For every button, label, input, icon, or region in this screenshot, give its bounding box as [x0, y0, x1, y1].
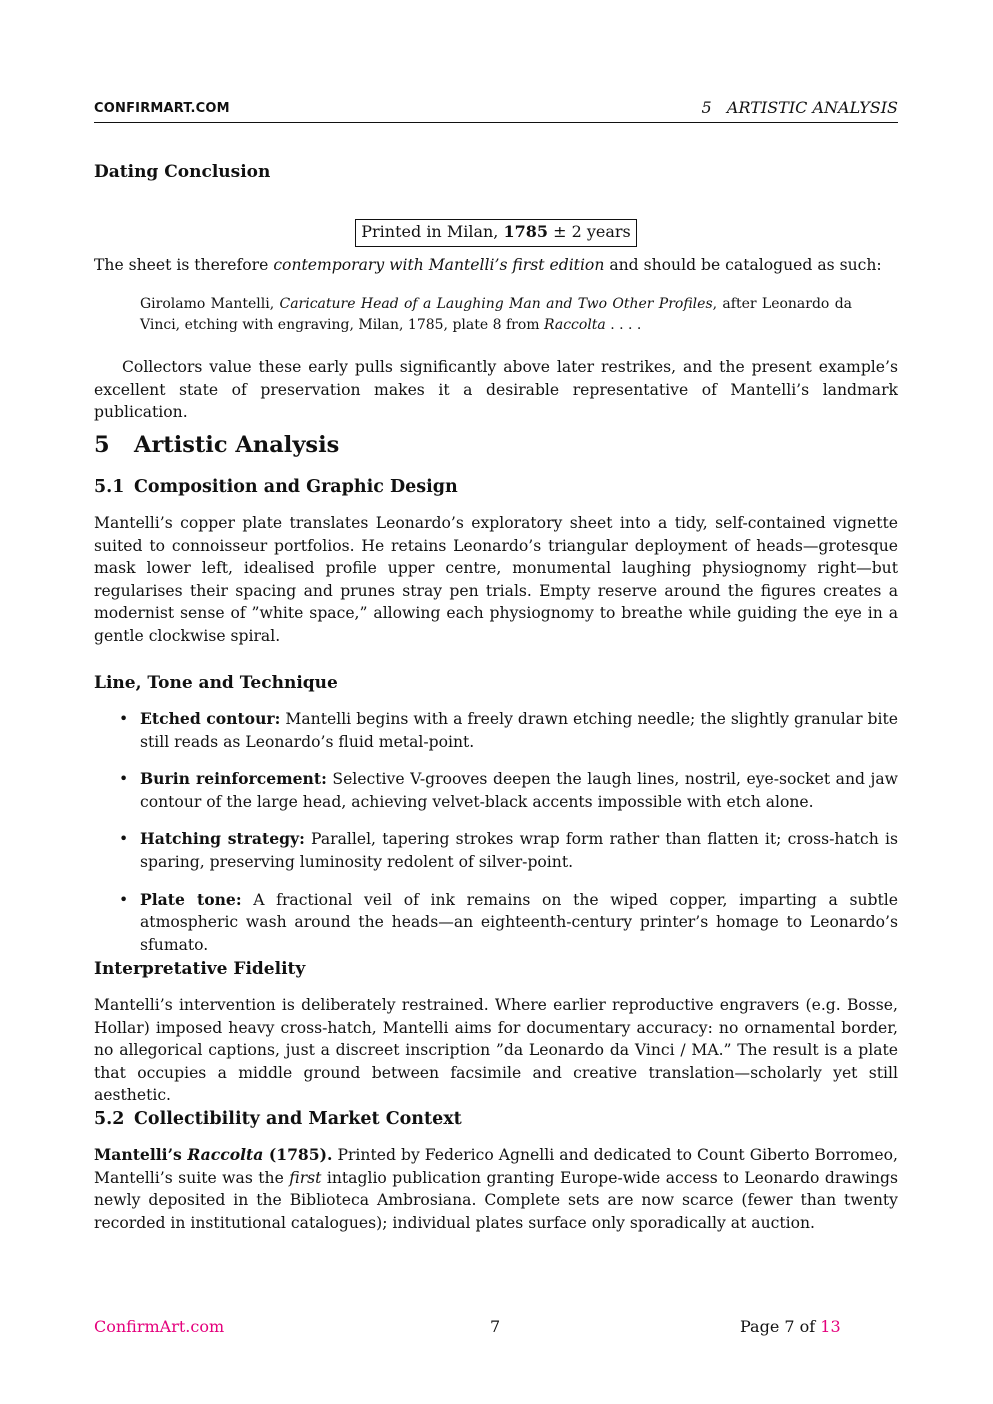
- raccolta-paragraph-block: [94, 1144, 898, 1234]
- section-5-2-heading-block: [94, 1109, 898, 1129]
- raccolta-paragraph: Mantelli’s Raccolta (1785). Printed by Federico Agnelli and dedicated to Count Giberto Borromeo, Mantelli’s suite was the first intaglio publication granting Europe-wide access to Leonardo drawings newly deposited in the Biblioteca Ambrosiana. Complete sets are now scarce (fewer than twenty recorded in institutional catalogues); individual plates surface only sporadically at auction.: [94, 1145, 898, 1232]
- section-5-heading: 5 Artistic Analysis: [94, 432, 340, 458]
- catalogue-citation: Girolamo Mantelli, Caricature Head of a Laughing Man and Two Other Profiles, after Leonardo da Vinci, etching with engraving, Milan, 1785, plate 8 from Raccolta . . . .: [140, 296, 853, 333]
- fidelity-paragraph-block: [94, 994, 898, 1107]
- section-5-1-heading: 5.1 Composition and Graphic Design: [94, 477, 458, 497]
- list-item: • Hatching strategy: Parallel, tapering strokes wrap form rather than flatten it; cross-hatch is sparing, preserving luminosity redolent of silver-point.: [119, 829, 898, 871]
- footer-page-number: 7: [490, 1317, 501, 1336]
- line-tone-heading: Line, Tone and Technique: [94, 673, 338, 693]
- line-tone-heading-block: [94, 673, 898, 693]
- raccolta-lead: Mantelli’s Raccolta (1785).: [94, 1145, 333, 1164]
- list-item: • Etched contour: Mantelli begins with a freely drawn etching needle; the slightly granular bite still reads as Leonardo’s fluid metal-point.: [119, 709, 899, 751]
- collectors-paragraph-block: [94, 356, 898, 424]
- list-item: • Plate tone: A fractional veil of ink remains on the wiped copper, imparting a subtle atmospheric wash around the heads—an eighteenth-century printer’s homage to Leonardo’s sfumato.: [119, 889, 898, 954]
- section-5-heading-block: [94, 432, 898, 458]
- technique-list-block: [94, 708, 898, 971]
- dating-box-block: [94, 219, 898, 247]
- section-5-1-heading-block: [94, 477, 898, 497]
- fidelity-heading: Interpretative Fidelity: [94, 959, 306, 979]
- fidelity-heading-block: [94, 959, 898, 979]
- footer-total-pages-link[interactable]: 13: [820, 1317, 841, 1336]
- running-title: 5 ARTISTIC ANALYSIS: [701, 98, 898, 117]
- collectors-paragraph: Collectors value these early pulls significantly above later restrikes, and the present example’s excellent state of preservation makes it a desirable representative of Mantelli’s landmark publication.: [94, 358, 898, 422]
- composition-paragraph: Mantelli’s copper plate translates Leonardo’s exploratory sheet into a tidy, self-contained vignette suited to connoisseur portfolios. He retains Leonardo’s triangular deployment of heads—grotesque mask lower left, idealised profile upper centre, monumental laughing physiognomy right—but regularises their spacing and prunes stray pen trials. Empty reserve around the figures creates a modernist sense of ”white space,” allowing each physiognomy to breathe while guiding the eye in a gentle clockwise spiral.: [94, 514, 898, 645]
- catalogue-sentence-block: [94, 254, 898, 277]
- site-logo: CONFIRMART.COM: [94, 101, 230, 116]
- footer-page-count: Page 7 of 13: [740, 1317, 841, 1336]
- dating-conclusion-heading-block: [94, 162, 898, 182]
- running-header: [94, 98, 898, 123]
- list-item: • Burin reinforcement: Selective V-grooves deepen the laugh lines, nostril, eye-socket and jaw contour of the large head, achieving velvet-black accents impossible with etch alone.: [119, 769, 898, 811]
- catalogue-sentence: The sheet is therefore contemporary with Mantelli’s first edition and should be catalogued as such:: [94, 256, 882, 274]
- composition-paragraph-block: [94, 512, 898, 648]
- dating-year: 1785: [503, 222, 548, 241]
- dating-result-box: Printed in Milan, 1785 ± 2 years: [355, 219, 636, 247]
- footer-site-link[interactable]: ConfirmArt.com: [94, 1317, 225, 1336]
- fidelity-paragraph: Mantelli’s intervention is deliberately restrained. Where earlier reproductive engravers (e.g. Bosse, Hollar) imposed heavy cross-hatch, Mantelli aims for documentary accuracy: no ornamental border, no allegorical captions, just a discreet inscription ”da Leonardo da Vinci / MA.” The result is a plate that occupies a middle ground between facsimile and creative translation—scholarly yet still aesthetic.: [94, 996, 898, 1105]
- technique-list: [94, 708, 898, 956]
- section-5-2-heading: 5.2 Collectibility and Market Context: [94, 1109, 462, 1129]
- dating-conclusion-heading: Dating Conclusion: [94, 162, 271, 182]
